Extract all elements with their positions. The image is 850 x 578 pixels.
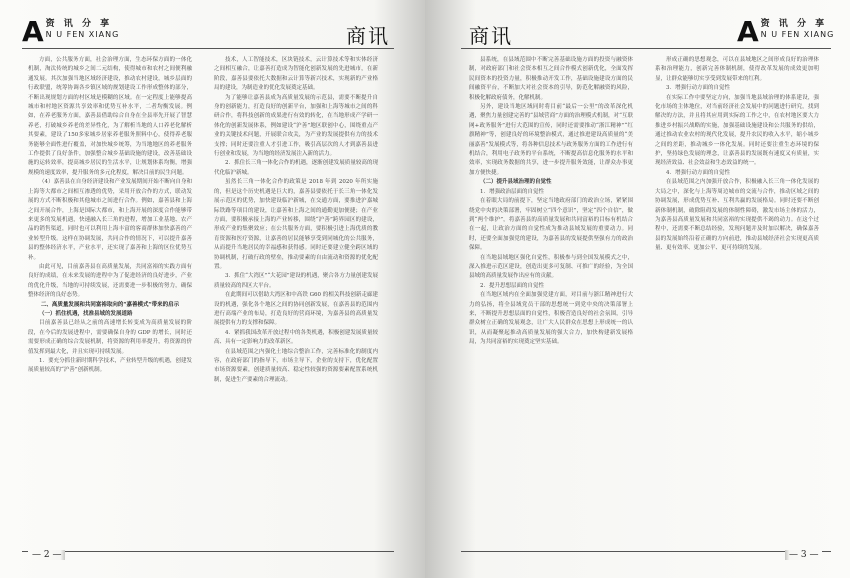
body-paragraph: 1．增强政治层面的自觉性 (480, 188, 545, 195)
body-paragraph: 在当地县域地区强化自觉性，积极参与到全国发展模式之中，深入推进示范区建设，创造出更多可复制、可推广的经验，为全国县域的高质量发展作出应有的贡献。 (469, 254, 633, 280)
right-page-section-title: 商讯 (469, 24, 513, 48)
body-paragraph: （4）嘉善县在自身经济建设和产业发展期间开始不断向自身和上海等大都市之间相互渗透的优势，采用开放合作的方式，联动发展的方式不断积极和其他城市之间进行合作。例如，嘉善县和上海之间开展合作，上海是国际大都市，和上海开展的深度合作能够带来更多的发展机遇，快速融入长三角的进程，增加工业基地、农产品的销售渠道，同时也可以利用上海丰富的客商群体加快嘉善的产业转型升级。这样在协调发展，共同合作的情况下，可以提升嘉善县的整体经济水平，产业水平，还实现了嘉善和上海的区位优势互补。 (28, 179, 192, 261)
left-page-section-title: 商讯 (346, 24, 390, 48)
right-column-1 (469, 56, 633, 534)
body-paragraph: 在县域范围之内加强开放合作，积极融入长三角一体化发展的大局之中，深化与上海等周边城市的交流与合作，推动区域之间的协调发展，形成优势互补、互利共赢的发展格局。同时还要不断创新体制机制，破除阻碍发展的体制性障碍，激发市场主体的活力，为嘉善县高质量发展和共同富裕的实现提供不竭的动力。在这个过程中，还需要不断总结经验，发现问题并及时加以解决，确保嘉善县的发展始终沿着正确的方向前进，推动县域经济社会实现更高质量、更有效率、更加公平、更可持续的发展。 (655, 179, 819, 252)
body-paragraph: 3．抓住“大湾区”“大花园”建设的机遇，聚合各方力量创建发展质量较高的四区大平台。 (214, 273, 378, 289)
right-header-rule (461, 48, 831, 49)
subsection-heading: （二）提升县域治理的自觉性 (480, 179, 552, 186)
left-column-1 (28, 56, 192, 534)
left-footer-rule (22, 551, 394, 552)
right-page-columns (469, 56, 819, 534)
logo-letter: A (737, 15, 759, 48)
right-page (425, 0, 850, 578)
body-paragraph: 3．增强行动方面的自觉性 (666, 85, 731, 92)
body-paragraph: 虽然长三角一体化合作的政策是 2018 年到 2020 年所实施的，但是这个历史机遇是巨大的，嘉善县要依托于长三角一体化发展示范区的优势，加快建设临沪新城，在交通方面，要推进沪嘉城际铁路等项目的建设，让嘉善和上海之间的通勤更加便捷；在产业方面，要积极承接上海的产业转移，围绕“沪善”跨界园区的建设，形成产业的集聚效应；在公共服务方面，要积极引进上海优质的教育资源和医疗资源，让嘉善的居民能够享受到同城化的公共服务，从而提升当地居民的幸福感和获得感。同时还要建立健全跨区域的协调机制，打破行政的壁垒，推动要素的自由流动和资源的优化配置。 (214, 179, 378, 270)
body-paragraph: 县系统，在县域范围中不断完善基础设施方面的投资与融资体制，对政府部门和社会资本相互之间合作模式创新优化，全面发挥民间资本的投资力量，积极推动开发工作，基础设施建设方面的民间融资平台，不断加大对社会资本的引导，防范化解融资的风险，积极化解政府债务，化解机制。 (469, 57, 633, 101)
left-header-rule (22, 48, 394, 49)
body-paragraph: 技术，人工智能技术，区块链技术，云计算技术等和实体经济之间相互融合，让嘉善打造成为智能化创新发展的先进城市，在新阶段，嘉善县要依托大数据和云计算等新兴技术，实现新的产业格局的建设，为制造业的优化发展奠定基础。 (214, 57, 378, 92)
right-page-logo (737, 15, 835, 48)
left-page-number: — 2 — (28, 550, 65, 560)
right-footer-rule (461, 551, 831, 552)
subsection-heading: （一）抓住机遇，找准县域的发展道路 (39, 310, 133, 317)
body-paragraph: 1．要充分抓住新时期科学技术，产业转型升级的机遇，创建发展质量较高的“沪善”创新机制。 (28, 358, 192, 374)
body-paragraph: 在着眼大局的前提下，坚定当地政府部门的政治立场，紧紧围绕党中央的决策部署，牢固树立“四个意识”，坚定“四个自信”，做到“两个维护”，将嘉善县的高质量发展和共同富裕的目标有机结合在一起，让政治方面的自觉性成为推动县域发展的重要动力。同时，还要全面加强党的建设，为嘉善县的发展提供坚强有力的政治保障。 (469, 198, 633, 252)
logo-english-text: N U FEN XIANG (760, 30, 835, 39)
section-heading: 二、高质量发展和共同富裕取向的“嘉善模式”带来的启示 (40, 301, 180, 308)
logo-english-text: N U FEN XIANG (45, 30, 120, 39)
body-paragraph: 在县域范围之内强化土地综合整治工作，完善标准化的制度内容，在政府部门的指导下，市场主导下，企业的支持下，优化配置市场资源要素，创建质量较高、稳定性较强的资源要素配置系统机制，促进生产要素的合理流动。 (214, 348, 378, 383)
body-paragraph: 2．抓住长三角一体化合作的机遇，逐渐创建发展质量较高的现代化临沪新城。 (214, 160, 378, 176)
body-paragraph: 4．增强行动方面的自觉性 (666, 169, 731, 176)
right-page-number: — 3 — (785, 550, 822, 560)
body-paragraph: 另外，建设当地区域同时将目前“最后一公里”的改革深化机遇，聚焦力量创建完善的“县域营商”方面的治理模式机制，对“互联网+政务服务”进行大范围的宣传，同时还需要推动“浙江精神”“红旗精神”等，创建良好的环境整治模式，通过推进建设高质量的“美丽嘉善”发展模式等，将各种信息技术与政务服务方面的工作进行有机结合，利用电子政务的平台系统，不断提高信息化服务的水平和效率，实现政务数据的共享，进一步提升服务效能，让群众办事更加方便快捷。 (469, 104, 633, 176)
logo-letter: A (22, 15, 44, 48)
body-paragraph: 为了能够让嘉善县成为高质量发展的示范县，需要不断提升自身的创新能力，打造良好的创新平台，加强和上海等城市之间的科研合作，将科技创新的成果进行有效的转化，在当地形成产学研一体化的创新发展体系，例如建设“沪善”地区联创中心，围绕重点产业的关键技术问题，开展联合攻关，为产业的发展提供有力的技术支撑；同时还要注重人才引进工作，吸引高层次的人才到嘉善县进行创业和发展，为当地的经济发展注入新的活力。 (214, 94, 378, 158)
body-paragraph: 在实际工作中要坚定方向，加强当地县域治理的体系建设，强化市场的主体地位，对当前经济社会发展中的问题进行研究，找到解决的方法，并且将其应用到实际的工作之中，在农村地区要大力推进乡村振兴战略的实施，加强基础设施建设和公共服务的供给，通过推动农业农村的现代化发展，提升农民的收入水平，缩小城乡之间的差距，推动城乡一体化发展。同时还要注重生态环境的保护，坚持绿色发展的理念，让嘉善县的发展既有速度又有质量，实现经济效益、社会效益和生态效益的统一。 (655, 94, 819, 167)
logo-chinese-text: 资 讯 分 享 (45, 19, 113, 29)
left-page-logo (22, 15, 120, 48)
body-paragraph: 方面，公共服务方面，社会治理方面，生态环保方面的一体化机制，淘汰传统的城乡之间二元结构，使得城市和农村之间便利融通发展。其次加强当地区域经济建设，推动农村建设，城乡层面的行政联盟，统筹协调各乡镇区域的规划建设工作形成整体的部分，不断出现规划方面的村区域是模糊的区域。在一定程度上能够提高城市和村地区资源共享效率和优势互补水平，二者均衡发展。例如，在养老服务方面，嘉善县借助综合自身在全县率先开展了智慧养老，打破城乡养老的差异性化，为了解析当地的人口养老化解析其要素，建设了150多家城乡居家养老服务照料中心，使得养老服务能够全面性进行覆盖，对加快城乡统筹，为当地地区的养老服务工作提供了良好条件，加强整合城乡基础设施的建设，改善基础设施的运转效率，提高城乡居民的生活水平，让规划体系均衡，增强规模的速度效率，提升服务的多元化程度，解决目前的民生问题。 (28, 57, 192, 176)
right-column-2 (655, 56, 819, 534)
body-paragraph: 在当地区域内在全面加强党建方面，对目前与浙江精神进行大力的弘扬，将全县域党员干部的思想统一到党中央的决策部署上来，不断提升思想层面的自觉性，积极营造良好的社会氛围，引导群众树立正确的发展观念，让广大人民群众在思想上形成统一的认识，从而凝聚起推动高质量发展的强大合力，加快构建新发展格局，为共同富裕的实现奠定坚实基础。 (469, 292, 633, 346)
left-column-2 (214, 56, 378, 534)
body-paragraph: 在此期间可以借助大湾区和中高铁 G60 的相关科技创新走廊建设的机遇，强化各个地区之间的协同创新发展，在嘉善县的范围内进行高端产业的布局，打造良好的营商环境，为嘉善县的高质量发展提供有力的支撑和保障。 (214, 292, 378, 327)
left-page-columns (28, 56, 378, 534)
body-paragraph: 由此可见，目前嘉善县在高质量发展，共同富裕的实践方面有良好的成绩，在未来发展的进程中为了促进经济的良好进步，产业的优化升级，当地的可持续发展，还需要进一步积极的努力，确保整体经济的良好态势。 (28, 263, 192, 299)
body-paragraph: 目前嘉善县已经从之前的高速增长转变成为高质量发展的阶段，在今后的发展进程中，需要确保自身的 GDP 的增长，同时还需要形成正确的综合发展机制，将资源的利用率提升，将资源的价值发挥到最大化，并且实现可持续发展。 (28, 320, 192, 355)
logo-chinese-text: 资 讯 分 享 (760, 19, 828, 29)
body-paragraph: 形成正确的思想观念，可以在县域地区之间形成良好的治理体系和治理能力，创新完善体制机制，使得改革发展的成效更加明显，让群众能够切实享受到发展带来的红利。 (655, 57, 819, 82)
body-paragraph: 4．紧抓我国改革开放过程中的各类机遇，积极创建发展质量较高、具有一定影响力的改革新区。 (214, 329, 378, 346)
body-paragraph: 2．提升思想层面的自觉性 (480, 282, 545, 289)
